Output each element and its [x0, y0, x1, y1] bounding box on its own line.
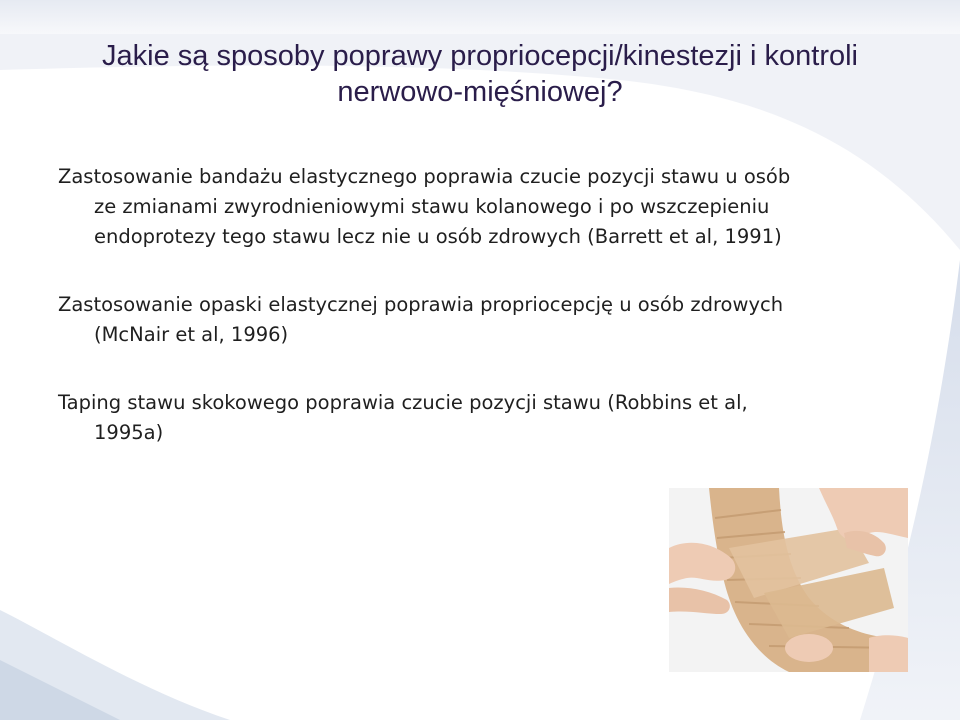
bullet-item: Zastosowanie bandażu elastycznego poprawia czucie pozycji stawu u osób ze zmianami zwyrodnieniowymi stawu kolanowego i po wszczepieniu endoprotezy tego stawu lecz nie u osób zdrowych (Barrett et al, 1991)	[58, 165, 791, 248]
bullet-list	[58, 162, 798, 448]
slide-title: Jakie są sposoby poprawy propriocepcji/kinestezji i kontroli nerwowo-mięśniowej?	[102, 40, 858, 108]
bullet-item: Zastosowanie opaski elastycznej poprawia propriocepcję u osób zdrowych (McNair et al, 1996)	[58, 293, 784, 346]
bullet-item: Taping stawu skokowego poprawia czucie pozycji stawu (Robbins et al, 1995a)	[58, 391, 748, 444]
ankle-bandage-photo	[669, 488, 908, 672]
ankle-bandage-illustration	[669, 488, 908, 672]
